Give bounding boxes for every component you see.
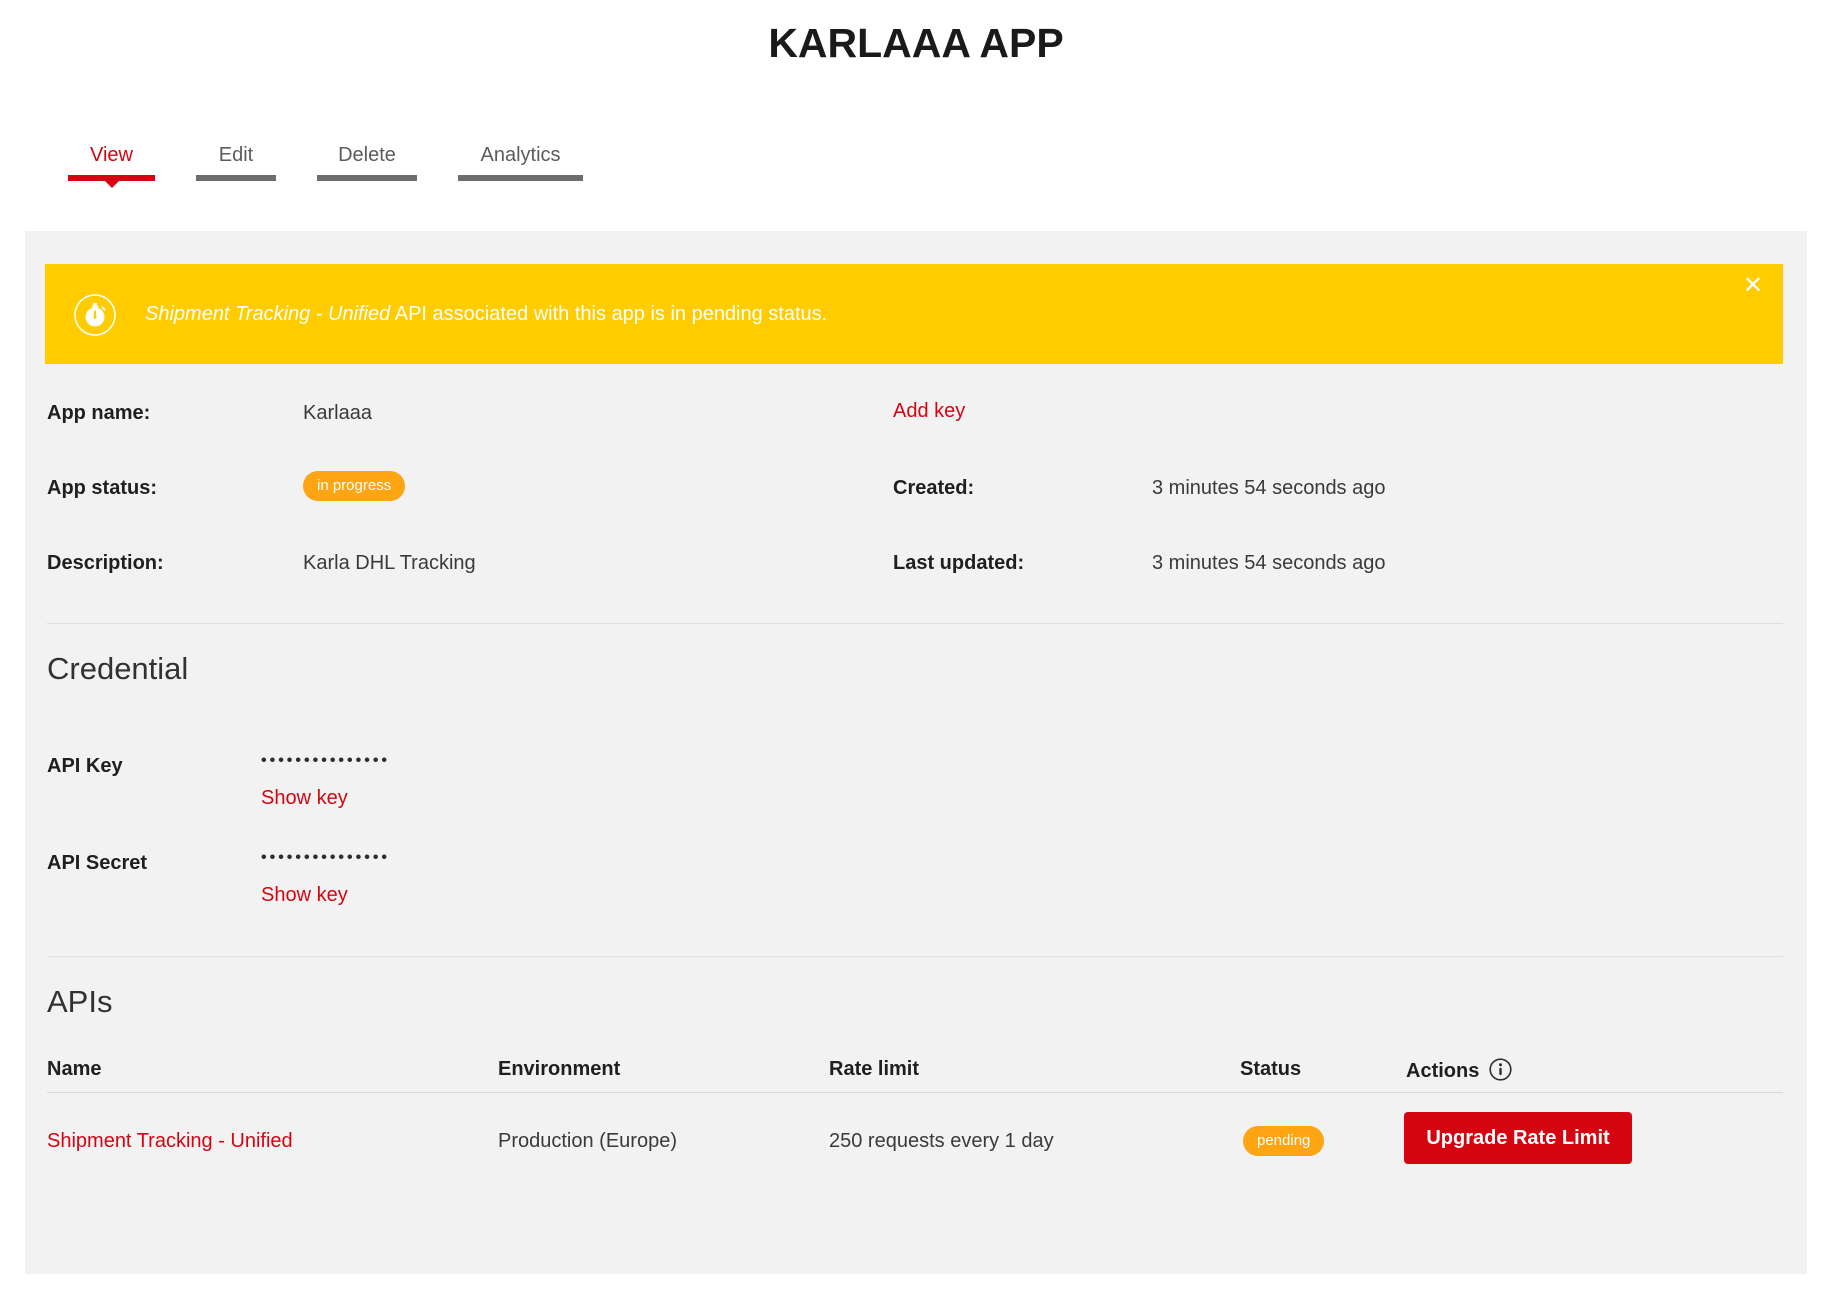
column-header-status: Status [1240, 1058, 1302, 1080]
app-detail-panel [25, 231, 1807, 1274]
tab-analytics[interactable] [458, 144, 583, 181]
close-icon[interactable]: ✕ [1742, 272, 1763, 299]
description-value: Karla DHL Tracking [303, 552, 476, 574]
section-divider [47, 956, 1783, 957]
api-secret-label: API Secret [47, 852, 148, 874]
section-divider [47, 623, 1783, 624]
credential-heading: Credential [47, 651, 189, 686]
table-header-divider [47, 1092, 1783, 1093]
tab-delete-underline [317, 175, 417, 181]
description-label: Description: [47, 552, 164, 574]
tab-edit-underline [196, 175, 276, 181]
stopwatch-icon [73, 293, 117, 337]
created-value: 3 minutes 54 seconds ago [1152, 477, 1386, 499]
pending-status-banner [45, 264, 1783, 364]
column-header-actions-label: Actions [1406, 1060, 1480, 1082]
app-name-label: App name: [47, 402, 151, 424]
tab-analytics-underline [458, 175, 583, 181]
banner-message [145, 303, 827, 326]
tab-delete-label: Delete [338, 144, 396, 166]
column-header-environment: Environment [498, 1058, 621, 1080]
api-status-badge: pending [1243, 1126, 1324, 1156]
add-key-link[interactable]: Add key [893, 400, 966, 422]
column-header-actions [1406, 1058, 1512, 1087]
tab-edit[interactable] [196, 144, 276, 181]
show-api-secret-link[interactable]: Show key [261, 884, 348, 906]
api-secret-masked-value: ••••••••••••••• [261, 849, 391, 866]
created-label: Created: [893, 477, 975, 499]
api-environment-cell: Production (Europe) [498, 1130, 677, 1152]
tab-bar [68, 144, 583, 181]
info-icon[interactable] [1489, 1058, 1512, 1087]
app-status-badge: in progress [303, 471, 405, 501]
column-header-name: Name [47, 1058, 102, 1080]
banner-api-name: Shipment Tracking - Unified [145, 302, 391, 325]
api-key-masked-value: ••••••••••••••• [261, 752, 391, 769]
tab-delete[interactable] [317, 144, 417, 181]
tab-view-label: View [90, 144, 133, 166]
tab-edit-label: Edit [218, 144, 254, 166]
api-name-link[interactable]: Shipment Tracking - Unified [47, 1130, 293, 1152]
tab-view-underline [68, 175, 155, 181]
page-title: KARLAAA APP [768, 20, 1064, 66]
upgrade-rate-limit-button[interactable]: Upgrade Rate Limit [1404, 1112, 1632, 1164]
show-api-key-link[interactable]: Show key [261, 787, 348, 809]
last-updated-label: Last updated: [893, 552, 1025, 574]
api-rate-limit-cell: 250 requests every 1 day [829, 1130, 1054, 1152]
tab-analytics-label: Analytics [480, 144, 561, 166]
api-key-label: API Key [47, 755, 123, 777]
tab-view[interactable] [68, 144, 155, 181]
apis-heading: APIs [47, 984, 113, 1019]
column-header-rate-limit: Rate limit [829, 1058, 920, 1080]
app-status-label: App status: [47, 477, 157, 499]
banner-message-text: API associated with this app is in pending status. [390, 302, 828, 325]
app-name-value: Karlaaa [303, 402, 372, 424]
last-updated-value: 3 minutes 54 seconds ago [1152, 552, 1386, 574]
